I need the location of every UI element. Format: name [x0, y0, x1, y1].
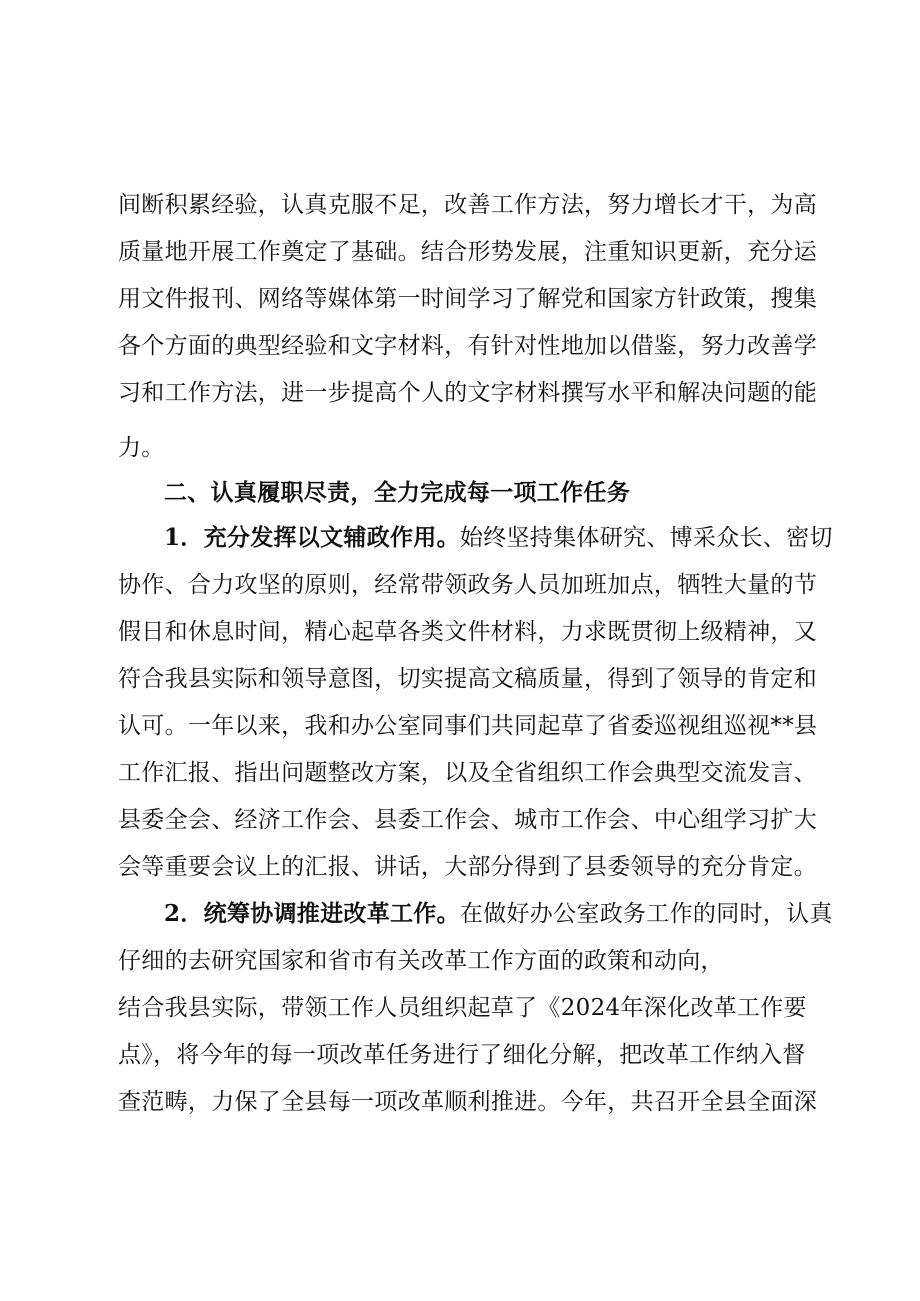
paragraph-line: 习和工作方法，进一步提高个人的文字材料撰写水平和解决问题的能: [118, 380, 817, 406]
paragraph-line: 力。: [118, 435, 165, 461]
paragraph-line: 查范畴，力保了全县每一项改革顺利推进。今年，共召开全县全面深: [118, 1089, 817, 1115]
paragraph-line: 县委全会、经济工作会、县委工作会、城市工作会、中心组学习扩大: [118, 807, 817, 833]
section-heading: 二、认真履职尽责，全力完成每一项工作任务: [164, 479, 630, 506]
item-2-text: 在做好办公室政务工作的同时，认真: [459, 901, 833, 927]
paragraph-line: 结合我县实际，带领工作人员组织起草了《2024年深化改革工作要: [118, 995, 807, 1021]
item-1-text: 始终坚持集体研究、博采众长、密切: [459, 525, 833, 551]
paragraph-line: 符合我县实际和领导意图，切实提高文稿质量，得到了领导的肯定和: [118, 666, 817, 692]
paragraph-line: 质量地开展工作奠定了基础。结合形势发展，注重知识更新，充分运: [118, 239, 817, 265]
paragraph-line: 点》，将今年的每一项改革任务进行了细化分解，把改革工作纳入督: [118, 1042, 806, 1068]
item-1-first-line: [164, 522, 874, 554]
paragraph-line: 工作汇报、指出问题整改方案，以及全省组织工作会典型交流发言、: [118, 760, 817, 786]
paragraph-line: 各个方面的典型经验和文字材料，有针对性地加以借鉴，努力改善学: [118, 333, 817, 359]
item-2-first-line: [164, 898, 874, 930]
paragraph-line: 认可。一年以来，我和办公室同事们共同起草了省委巡视组巡视**县: [118, 713, 818, 739]
paragraph-line: 仔细的去研究国家和省市有关改革工作方面的政策和动向，: [118, 948, 724, 974]
paragraph-line: 用文件报刊、网络等媒体第一时间学习了解党和国家方针政策，搜集: [118, 286, 817, 312]
paragraph-line: 协作、合力攻坚的原则，经常带领政务人员加班加点，牺牲大量的节: [118, 572, 817, 598]
paragraph-line: 间断积累经验，认真克服不足，改善工作方法，努力增长才干，为高: [118, 192, 817, 218]
item-1-lead: 1．充分发挥以文辅政作用。: [164, 524, 460, 551]
item-2-lead: 2．统筹协调推进改革工作。: [164, 900, 460, 927]
paragraph-line: 假日和休息时间，精心起草各类文件材料，力求既贯彻上级精神，又: [118, 619, 817, 645]
paragraph-line: 会等重要会议上的汇报、讲话，大部分得到了县委领导的充分肯定。: [118, 854, 817, 880]
